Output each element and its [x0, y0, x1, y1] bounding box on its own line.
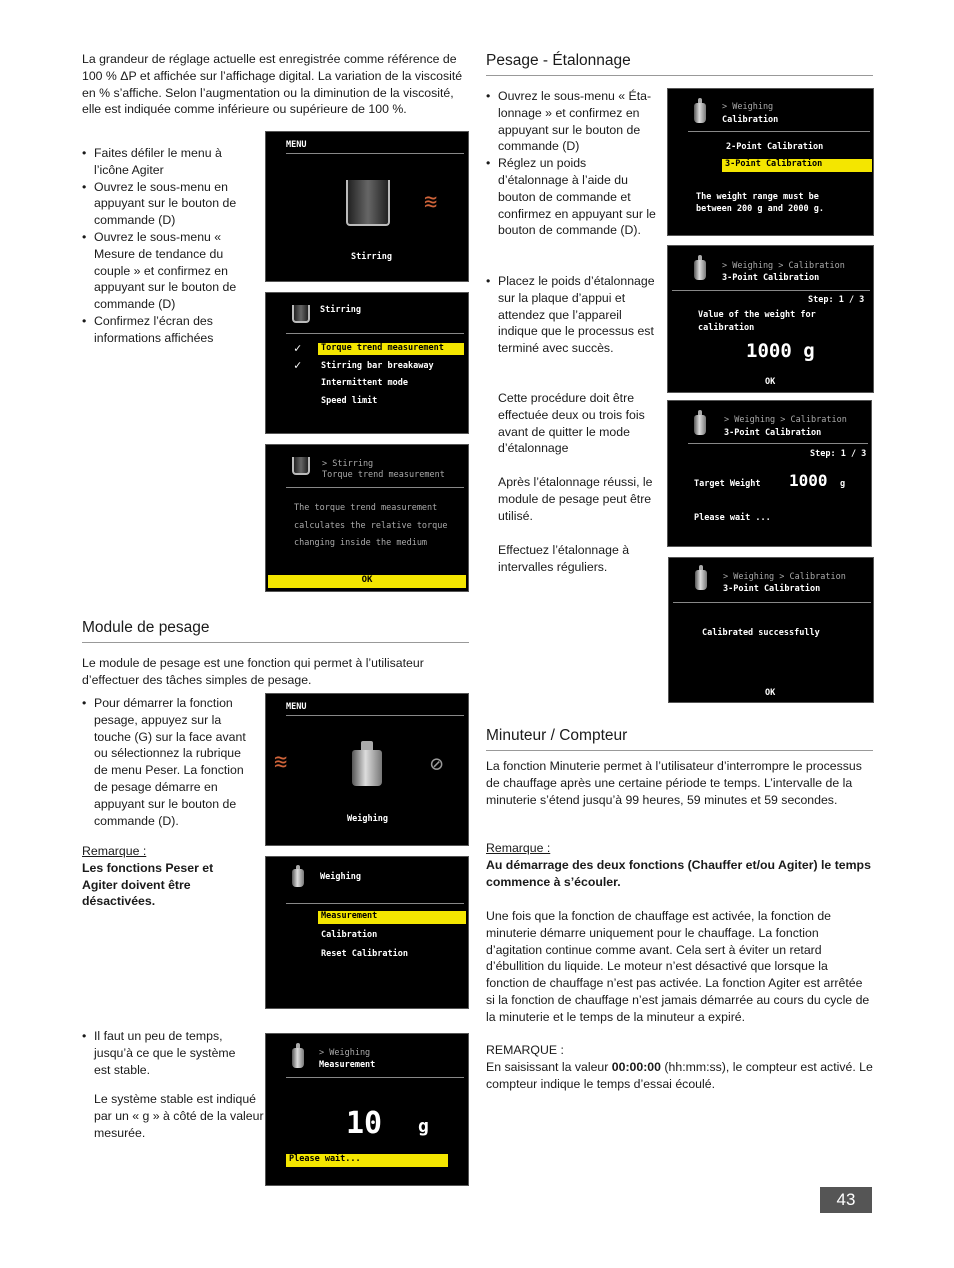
screen-menu-stirring [265, 131, 469, 282]
screen-selected-label: Weighing [347, 814, 388, 824]
remark-text: Au démarrage des deux fonctions (Chauffer et/ou Agiter) le temps commence à s’écouler. [486, 857, 871, 889]
wait-status: Please wait ... [694, 513, 771, 523]
screen-stirring-submenu [265, 292, 469, 434]
list-item: • Ouvrez le sous-menu en appuyant sur le bouton de commande (D) [82, 179, 254, 229]
screen-title: Torque trend measurement [322, 470, 445, 480]
ok-button: OK [765, 377, 776, 387]
screen-title: 3-Point Calibration [724, 428, 822, 438]
screen-title: Calibration [722, 115, 779, 125]
screen-path: > Weighing > Calibration [724, 415, 847, 425]
probe-icon: ⊘ [430, 752, 444, 777]
beaker-icon [292, 457, 310, 475]
screen-menu-label: MENU [286, 702, 307, 712]
screen-weighing-submenu [265, 856, 469, 1009]
weight-icon [694, 415, 706, 435]
weight-unit: g [418, 1116, 429, 1137]
success-message: Calibrated successfully [702, 628, 820, 638]
stable-steps-list [82, 1028, 254, 1078]
weight-icon [694, 103, 706, 123]
screen-title: Stirring [320, 305, 361, 315]
screen-menu-weighing [265, 693, 469, 846]
section-title-module-pesage: Module de pesage [82, 619, 469, 643]
check-icon: ✓ [294, 358, 302, 372]
screen-title: 3-Point Calibration [723, 584, 821, 594]
target-weight-unit: g [840, 479, 846, 489]
menu-item-measurement: Measurement [318, 911, 466, 924]
section-title-etalonnage: Pesage - Étalonnage [486, 52, 873, 76]
page-number: 43 [820, 1187, 872, 1213]
list-item: • Confirmez l’écran des informations affichées [82, 313, 254, 347]
timer-paragraph: La fonction Minuterie permet à l’utilisateur d’interrompre le processus de chauffage après une certaine période te temps. L’intervalle de la minuterie s’étend jusqu’à 99 heures, 59 minutes et 59 secondes. [486, 759, 862, 807]
intro-paragraph: La grandeur de réglage actuelle est enregistrée comme référence de 100 % ΔP et affichée sur l’affichage digital. La variation de la viscosité en % s’affiche. Selon l’augmentation ou la diminution de la viscosité, elle est indiquée comme inférieure ou supérieure de 100 %. [82, 52, 463, 117]
weight-value: 10 [346, 1106, 383, 1141]
timer-remark [486, 840, 874, 890]
timer-paragraph-2: Une fois que la fonction de chauffage est activée, la fonction de minuterie démarre uniquement pour le chauffage. La fonction d’agitation continue comme avant. Cela sert à éviter un retard d’ébullition du liquide. Le moteur n’est désactivé que lorsque la fonction de chauffage n’est pas activée. La fonction Agiter est arrêtée si la fonction de chauffage n’est jamais démarrée au cours du cycle de la minuterie et le temps de la minuteur a expiré. [486, 909, 870, 1024]
heat-icon: ≋ [424, 190, 438, 215]
menu-item-torque: Torque trend measurement [318, 343, 464, 355]
check-icon: ✓ [294, 341, 302, 355]
remark-label: REMARQUE : [486, 1043, 564, 1057]
calibration-steps-list [486, 88, 658, 239]
target-weight-value: 1000 [789, 471, 828, 490]
screen-path: > Weighing > Calibration [722, 261, 845, 271]
list-item: • Ouvrez le sous-menu « Éta- lonnage » et confirmez en appuyant sur le bouton de commande (D) [486, 88, 658, 155]
list-item: • Ouvrez le sous-menu « Mesure de tendance du couple » et confirmez en appuyant sur le bouton de commande (D) [82, 229, 254, 313]
screen-selected-label: Stirring [351, 252, 392, 262]
counter-remark: REMARQUE : En saisissant la valeur 00:00:00 (hh:mm:ss), le compteur est activé. Le compteur indique le temps d’essai écoulé. [486, 1043, 873, 1091]
screen-title: Measurement [319, 1060, 376, 1070]
wait-status: Please wait... [286, 1154, 448, 1167]
menu-item-speed-limit: Speed limit [321, 396, 378, 406]
screen-calibration-value: > Weighing > Calibration 3-Point Calibration Step: 1 / 3 Value of the weight for calibration 1000 g OK [667, 245, 874, 393]
list-item: • Il faut un peu de temps, jusqu’à ce que le système est stable. [82, 1028, 254, 1078]
ok-button: OK [765, 688, 776, 698]
screen-calibration-menu: > Weighing Calibration 2-Point Calibration 3-Point Calibration The weight range must be between 200 g and 2000 g. [667, 88, 874, 236]
ok-button: OK [268, 575, 466, 588]
calibration-weight-value: 1000 g [746, 340, 815, 362]
list-item: • Faites défiler le menu à l’icône Agiter [82, 145, 254, 179]
heat-icon: ≋ [274, 750, 288, 775]
screen-calibration-target [667, 400, 872, 547]
menu-item-breakaway: Stirring bar breakaway [321, 361, 434, 371]
screen-title: 3-Point Calibration [722, 273, 820, 283]
step-indicator: Step: 1 / 3 [810, 449, 867, 459]
step-indicator: Step: 1 / 3 [808, 295, 865, 305]
target-weight-label: Target Weight [694, 479, 761, 489]
screen-path: > Weighing > Calibration [723, 572, 846, 582]
screen-path: > Weighing [319, 1048, 371, 1058]
screen-calibration-success [668, 557, 874, 703]
menu-item-2point: 2-Point Calibration [726, 142, 824, 152]
stable-paragraph: Le système stable est indiqué par un « g » à côté de la valeur mesurée. [94, 1092, 264, 1140]
remark-block [82, 843, 242, 910]
screen-measurement [265, 1033, 469, 1186]
weight-icon [695, 570, 707, 590]
stirring-steps-list [82, 145, 254, 347]
module-paragraph: Le module de pesage est une fonction qui permet à l’utilisateur d’effectuer des tâches simples de pesage. [82, 656, 424, 687]
calibration-paragraph-1: Cette procédure doit être effectuée deux ou trois fois avant de quitter le mode d’étalonnage [498, 391, 645, 456]
counter-value: 00:00:00 [611, 1059, 661, 1074]
calibration-steps-list-2 [486, 273, 658, 357]
calibration-paragraph-3: Effectuez l’étalonnage à intervalles réguliers. [498, 543, 630, 574]
remark-label: Remarque : [82, 844, 147, 858]
weight-icon [292, 1048, 304, 1068]
weight-icon [292, 869, 304, 887]
section-title-minuteur: Minuteur / Compteur [486, 727, 873, 751]
beaker-icon [292, 305, 310, 323]
remark-text: Les fonctions Peser et Agiter doivent être désactivées. [82, 860, 214, 909]
weight-icon [352, 750, 382, 786]
beaker-icon [346, 180, 390, 226]
list-item: • Placez le poids d’étalonnage sur la plaque d’appui et attendez que l’appareil indique que le processus est terminé avec succès. [486, 273, 658, 357]
calibration-paragraph-2: Après l’étalonnage réussi, le module de pesage peut être utilisé. [498, 475, 653, 523]
weight-icon [694, 260, 706, 280]
list-item: • Pour démarrer la fonction pesage, appuyez sur la touche (G) sur la face avant ou sélectionnez la rubrique de menu Peser. La fonction de pesage démarre en appuyant sur le bouton de commande (D). [82, 695, 257, 829]
screen-path: > Stirring [322, 459, 374, 469]
remark-label: Remarque : [486, 841, 551, 855]
menu-item-intermittent: Intermittent mode [321, 378, 408, 388]
menu-item-3point: 3-Point Calibration [722, 159, 872, 172]
screen-title: Weighing [320, 872, 361, 882]
screen-path: > Weighing [722, 102, 774, 112]
screen-menu-label: MENU [286, 140, 307, 150]
weighing-steps-list [82, 695, 257, 829]
menu-item-calibration: Calibration [321, 930, 378, 940]
list-item: • Réglez un poids d’étalonnage à l’aide du bouton de commande et confirmez en appuyant sur le bouton de commande (D). [486, 155, 658, 239]
menu-item-reset-calibration: Reset Calibration [321, 949, 408, 959]
screen-torque-info: > Stirring Torque trend measurement The torque trend measurement calculates the relative torque changing inside the medium OK [265, 444, 469, 592]
